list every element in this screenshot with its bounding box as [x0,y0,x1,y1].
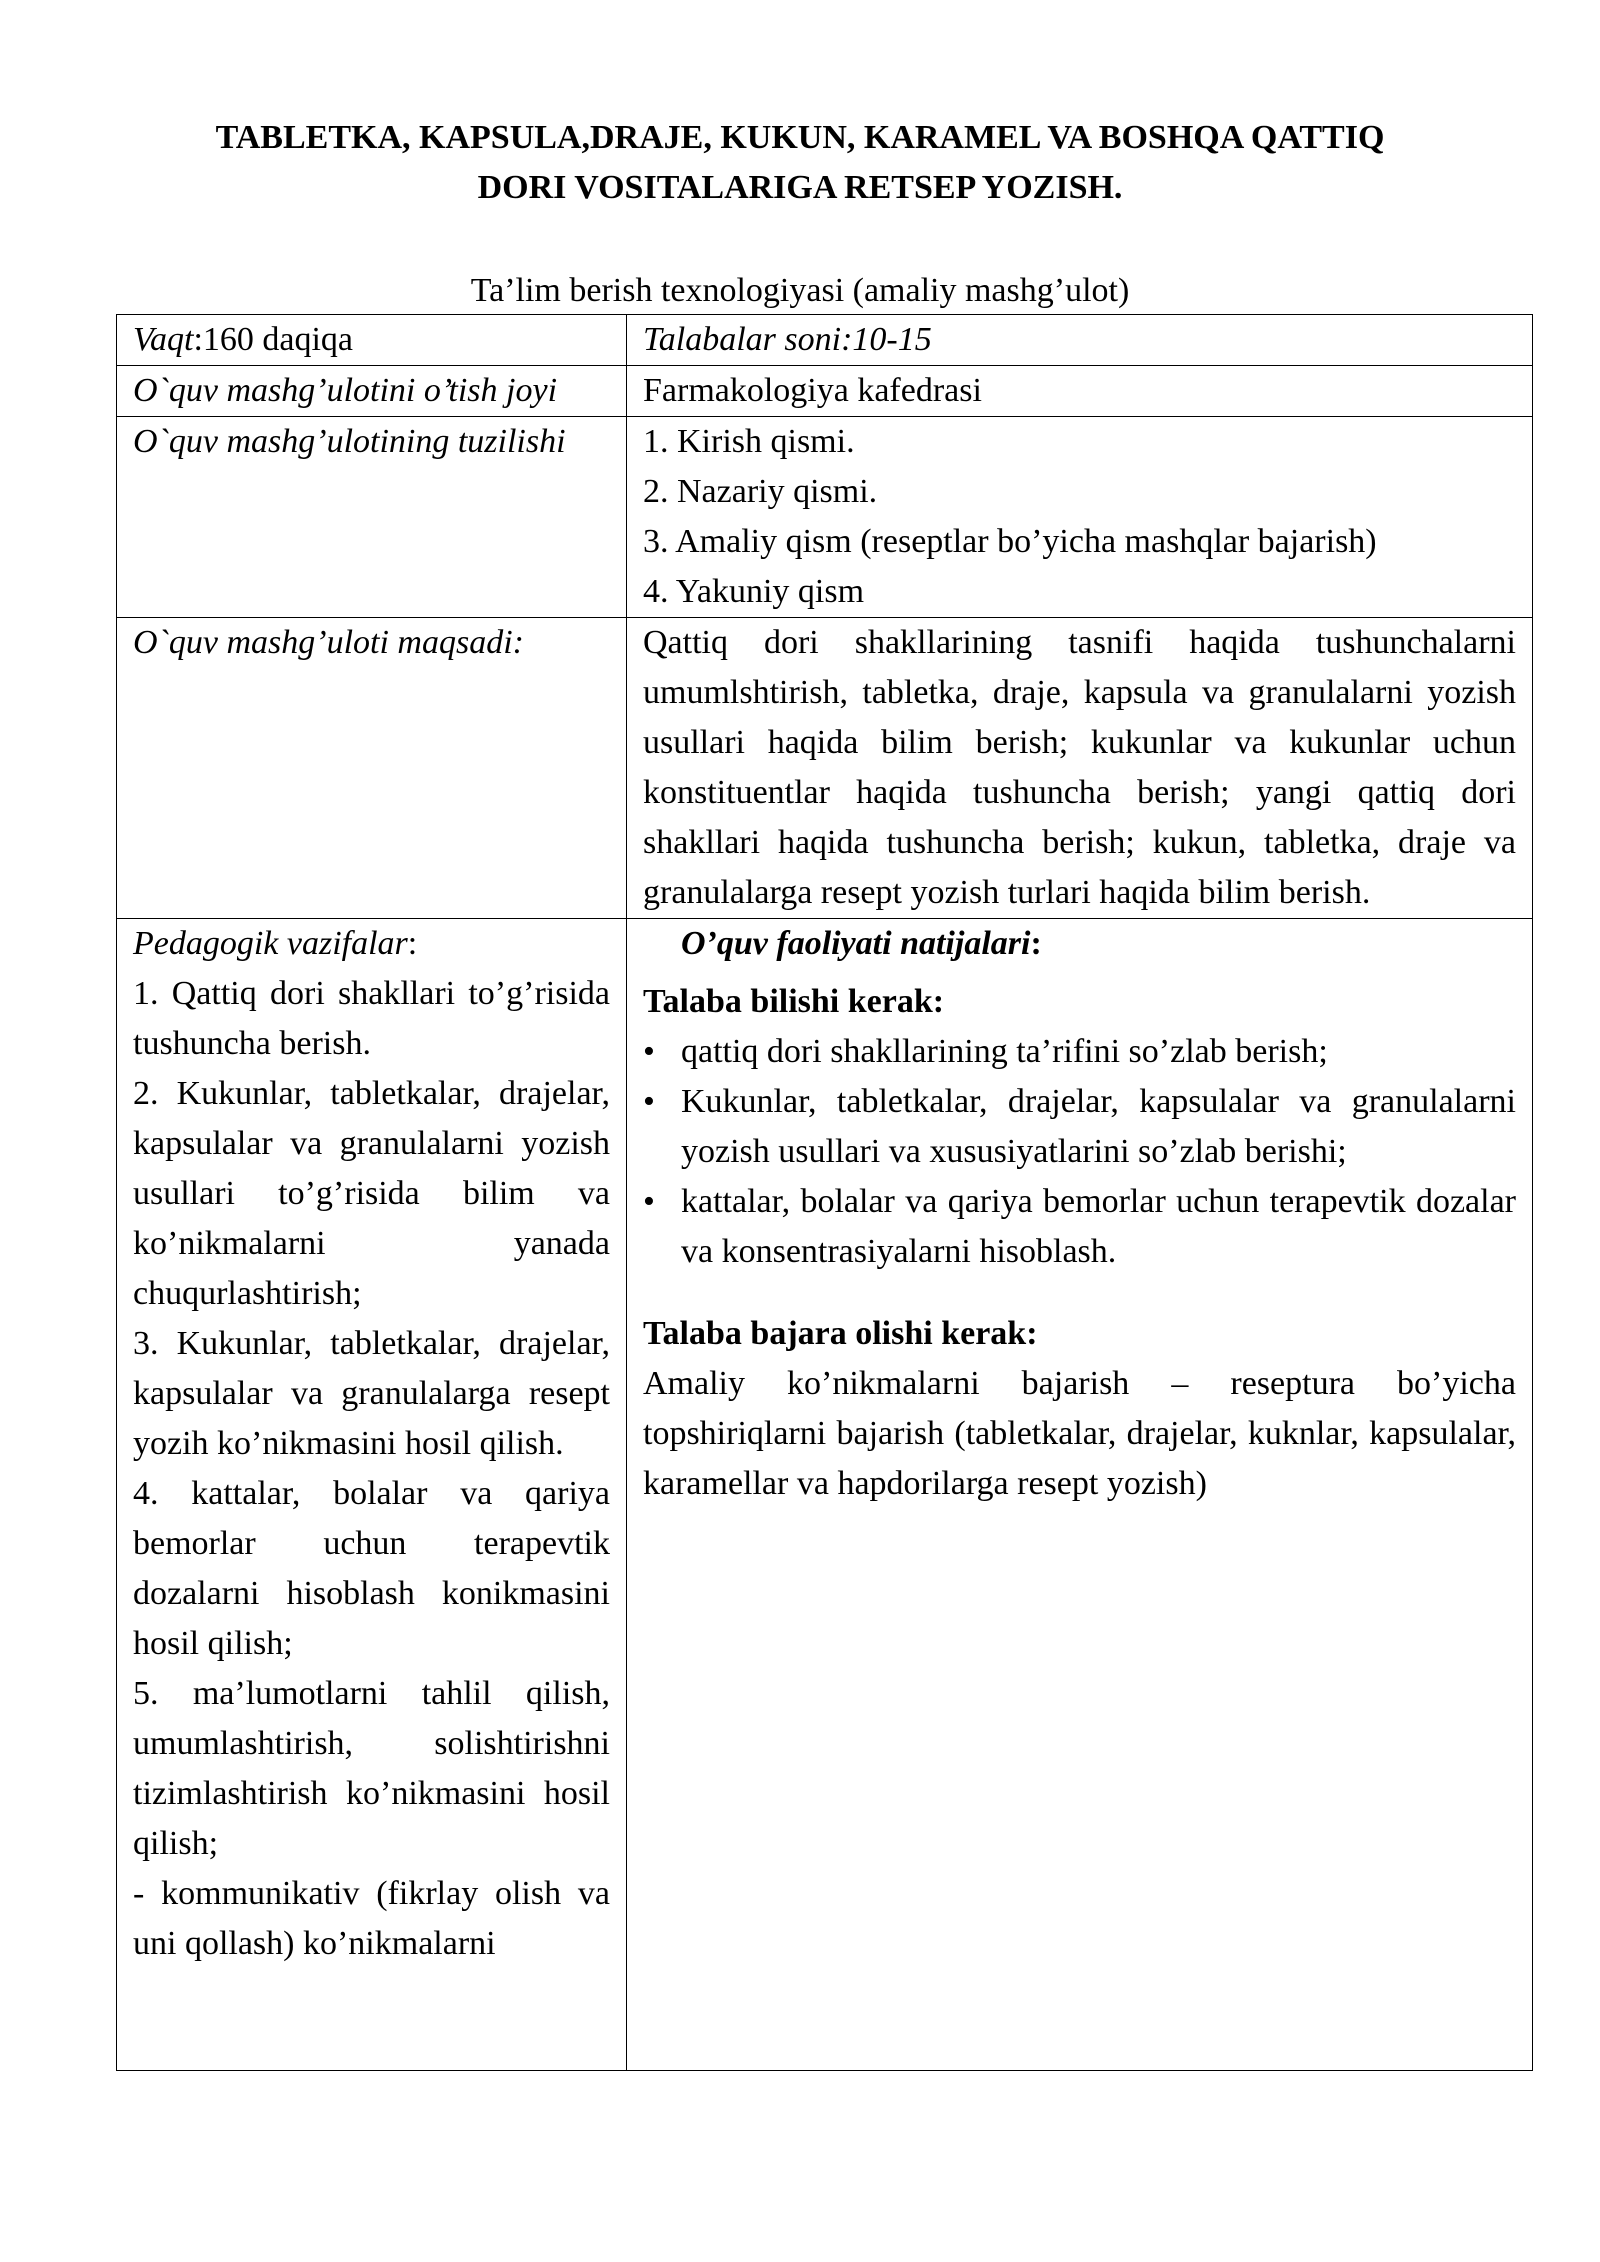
students-count: Talabalar soni:10-15 [643,321,932,358]
structure-items-cell [627,417,1533,618]
document-title [110,113,1490,213]
location-label-cell [117,366,627,417]
pedagogical-task: 4. kattalar, bolalar va qariya bemorlar uchun terapevtik dozalarni hisoblash konikmasini hosil qilish; [133,1475,610,1662]
list-item: • qattiq dori shakllarining ta’rifini so’zlab berish; [643,1027,1516,1077]
structure-item: 3. Amaliy qism (reseptlar bo’yicha mashqlar bajarish) [643,523,1377,560]
pedagogical-tasks-heading-colon: : [407,925,418,962]
location-label: O`quv mashg’ulotini o’tish joyi [133,372,558,409]
pedagogical-task: 1. Qattiq dori shakllari to’g’risida tushuncha berish. [133,975,610,1062]
pedagogical-task: 5. ma’lumotlarni tahlil qilish, umumlashtirish, solishtirishni tizimlashtirish ko’nikmasini hosil qilish; [133,1675,610,1862]
structure-item: 4. Yakuniy qism [643,573,865,610]
list-item: • kattalar, bolalar va qariya bemorlar uchun terapevtik dozalar va konsentrasiyalarni hisoblash. [643,1177,1516,1277]
structure-item: 1. Kirish qismi. [643,423,855,460]
structure-label-cell [117,417,627,618]
pedagogical-tasks-heading-text: Pedagogik vazifalar [133,925,408,962]
spacer [643,1277,1516,1301]
learning-results-heading-text: O’quv faoliyati natijalari [681,925,1031,962]
learning-results-heading-colon: : [1030,925,1042,962]
pedagogical-task: - kommunikativ (fikrlay olish va uni qollash) ko’nikmalarni [133,1875,610,1962]
know-list [643,1027,1516,1277]
list-item: • Kukunlar, tabletkalar, drajelar, kapsulalar va granulalarni yozish usullari va xususiyatlarini so’zlab berishi; [643,1077,1516,1177]
location-value-cell [627,366,1533,417]
time-label: Vaqt [133,321,194,358]
table-row-structure [117,417,1533,618]
document-subtitle: Ta’lim berish texnologiyasi (amaliy mashg’ulot) [470,272,1130,309]
structure-item: 2. Nazariy qismi. [643,473,878,510]
lesson-plan-table [116,314,1533,2071]
table-row-location [117,366,1533,417]
pedagogical-tasks-cell [117,919,627,2071]
location-value: Farmakologiya kafedrasi [643,372,982,409]
goal-label-cell [117,618,627,919]
goal-label: O`quv mashg’uloti maqsadi: [133,624,524,661]
know-heading: Talaba bilishi kerak: [643,983,945,1020]
title-line-2: DORI VOSITALARIGA RETSEP YOZISH. [477,169,1123,206]
pedagogical-tasks-heading [133,919,610,969]
learning-results-heading [643,919,1516,969]
do-text: Amaliy ko’nikmalarni bajarish – reseptura bo’yicha topshiriqlarni bajarish (tabletkalar, drajelar, kuknlar, kapsulalar, karamellar va hapdorilarga resept yozish) [643,1365,1516,1502]
table-row-tasks-results [117,919,1533,2071]
structure-label: O`quv mashg’ulotining tuzilishi [133,423,566,460]
do-heading: Talaba bajara olishi kerak: [643,1315,1038,1352]
table-row-time [117,315,1533,366]
goal-value-cell [627,618,1533,919]
pedagogical-task: 3. Kukunlar, tabletkalar, drajelar, kapsulalar va granulalarga resept yozih ko’nikmasini hosil qilish. [133,1325,610,1462]
learning-results-cell [627,919,1533,2071]
pedagogical-task: 2. Kukunlar, tabletkalar, drajelar, kapsulalar va granulalarni yozish usullari to’g’risida bilim va ko’nikmalarni yanada chuqurlashtirish; [133,1075,610,1312]
students-cell [627,315,1533,366]
title-line-1: TABLETKA, KAPSULA,DRAJE, KUKUN, KARAMEL VA BOSHQA QATTIQ [215,119,1385,156]
time-cell [117,315,627,366]
goal-value: Qattiq dori shakllarining tasnifi haqida tushunchalarni umumlshtirish, tabletka, draje, kapsula va granulalarni yozish usullari haqida bilim berish; kukunlar va kukunlar uchun konstituentlar haqida tushuncha berish; yangi qattiq dori shakllari haqida tushuncha berish; kukun, tabletka, draje va granulalarga resept yozish turlari haqida bilim berish. [643,624,1516,911]
table-row-goal [117,618,1533,919]
time-value: :160 daqiqa [193,321,354,358]
